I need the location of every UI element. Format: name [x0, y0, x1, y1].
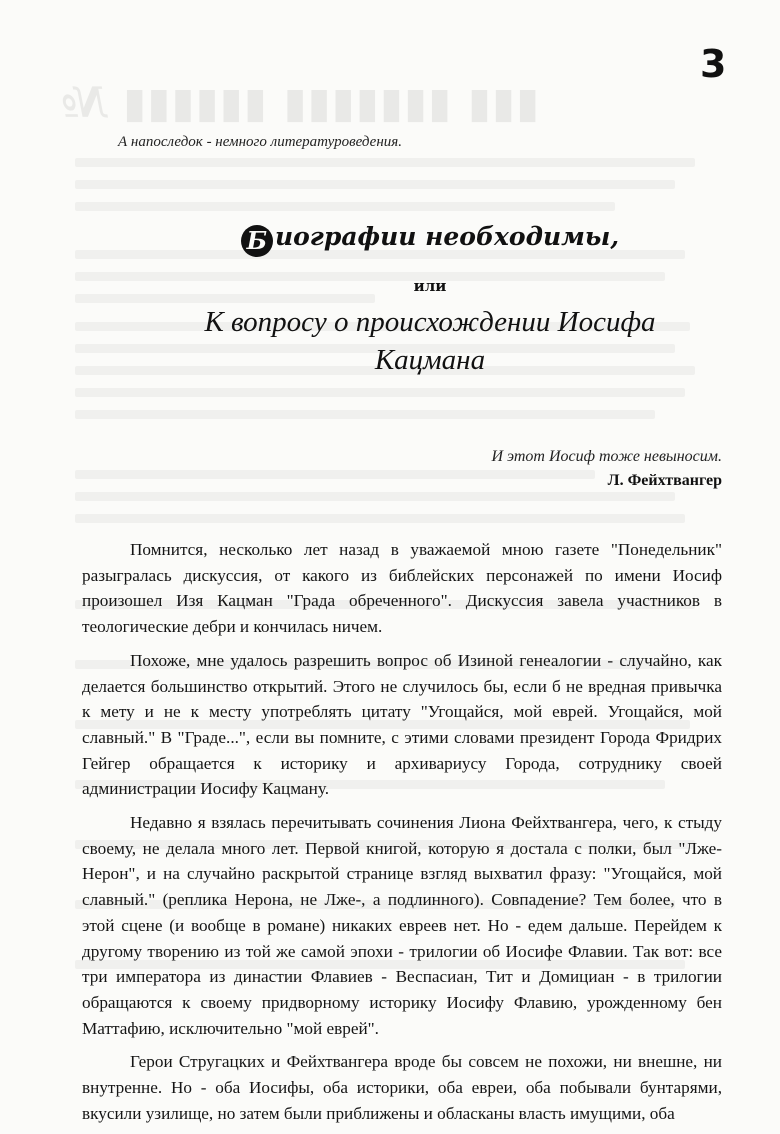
paragraph: Помнится, несколько лет назад в уважаемой мною газете "Понедельник" разыгралась дискуссия, от какого из библейских персонажей по имени Иосиф произошел Изя Кацман "Града обреченного". Дискуссия завела участников в теологические дебри и кончилась ничем.: [82, 540, 722, 637]
epigraph: [491, 448, 722, 490]
title-line-2: К вопросу о происхождении Иосифа: [204, 306, 656, 338]
epigraph-author: Л. Фейхтвангер: [607, 472, 722, 489]
article-body: [82, 537, 722, 1134]
title-line-1-text: иографии необходимы,: [274, 222, 620, 251]
paragraph: Похоже, мне удалось разрешить вопрос об Изиной генеалогии - случайно, как делается большинство открытий. Этого не случилось бы, если б не вредная привычка к мету и не к месту употреблять цитату "Угощайся, мой еврей. Угощайся, мой славный." В "Граде...", если вы помните, с этими словами президент Города Фридрих Гейгер обращается к историку и архивариусу Города, сотруднику своей администрации Иосифу Кацману.: [82, 650, 722, 799]
article-title: [150, 222, 710, 379]
intro-line: А напоследок - немного литературоведения.: [118, 134, 402, 150]
title-line-3: Кацмана: [374, 344, 486, 376]
page-number: 3: [700, 42, 727, 86]
title-line-1: [150, 222, 710, 257]
bleed-ghost-title: ▮▮▮ ▮▮▮▮▮▮▮ ▮▮▮▮▮▮ №: [60, 78, 540, 127]
paragraph: Недавно я взялась перечитывать сочинения Лиона Фейхтвангера, чего, к стыду своему, не делала много лет. Первой книгой, которую я достала с полки, был "Лже-Нерон", и на случайно раскрытой странице взгляд выхватил фразу: "Угощайся, мой славный." (реплика Нерона, не Лже-, а подлинного). Совпадение? Тем более, что в этой сцене (и вообще в романе) никаких евреев нет. Но - едем дальше. Перейдем к другому творению из той же самой эпохи - трилогии об Иосифе Флавии. Так вот: все три императора из династии Флавиев - Веспасиан, Тит и Домициан - в трилогии обращаются к своему придворному историку Иосифу Флавию, урожденному бен Маттафию, исключительно "мой еврей".: [82, 813, 722, 1038]
paragraph: Герои Стругацких и Фейхтвангера вроде бы совсем не похожи, ни внешне, ни внутренне. Но - оба Иосифы, оба историки, оба евреи, оба побывали бунтарями, вкусили узилище, но затем были приближены и обласканы власть имущими, оба: [82, 1052, 722, 1123]
title-or: или: [413, 277, 447, 295]
title-dropcap: Б: [241, 225, 273, 257]
epigraph-text: И этот Иосиф тоже невыносим.: [491, 448, 722, 465]
